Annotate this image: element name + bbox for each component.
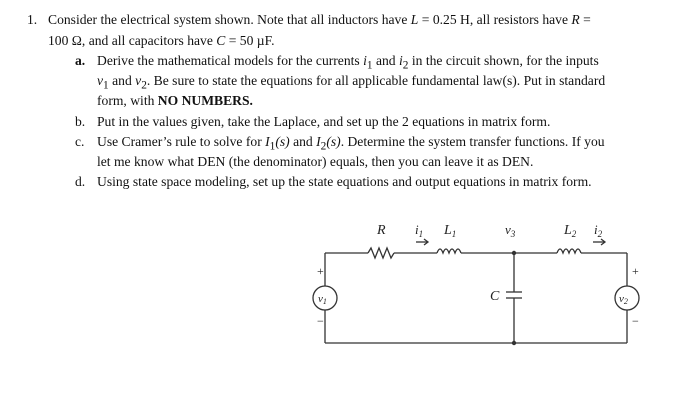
v1-plus-sign: + bbox=[317, 264, 324, 278]
v1-minus-sign: − bbox=[317, 314, 324, 328]
inductor-l1-symbol bbox=[437, 249, 461, 253]
part-c-label: c. bbox=[75, 134, 85, 149]
part-a-line2: $v_1$ and $v_2$. Be sure to state the equations for all applicable fundamental law(s). Put in standard bbox=[97, 73, 606, 92]
label-i2: $i_2$ bbox=[594, 222, 603, 239]
part-d-text: Using state space modeling, set up the state equations and output equations in matrix form. bbox=[97, 174, 592, 189]
label-v1: v1 bbox=[318, 293, 327, 306]
label-l1: $L_1$ bbox=[444, 223, 457, 239]
part-c-line1: Use Cramer’s rule to solve for $I_1(s)$ and $I_2(s)$. Determine the system transfer functions. If you bbox=[97, 134, 605, 153]
part-a-line1: Derive the mathematical models for the currents $i_1$ and $i_2$ in the circuit shown, for the inputs bbox=[97, 53, 599, 72]
label-r: R bbox=[377, 223, 386, 238]
label-l2: $L_2$ bbox=[564, 223, 577, 239]
junction-top bbox=[512, 251, 516, 255]
part-b-label: b. bbox=[75, 114, 86, 129]
inductor-l2-symbol bbox=[557, 249, 581, 253]
part-a-label: a. bbox=[75, 53, 86, 68]
part-c-line2: let me know what DEN (the denominator) equals, then you can leave it as DEN. bbox=[97, 154, 534, 169]
problem-number: 1. bbox=[27, 12, 38, 27]
part-a-line3: form, with NO NUMBERS. bbox=[97, 93, 253, 108]
part-d-label: d. bbox=[75, 174, 86, 189]
label-v2: v2 bbox=[619, 293, 628, 306]
label-i1: $i_1$ bbox=[415, 222, 424, 239]
v2-minus-sign: − bbox=[632, 314, 639, 328]
v2-plus-sign: + bbox=[632, 264, 639, 278]
problem-intro-line1: Consider the electrical system shown. Note that all inductors have L = 0.25 H, all resistors have R = bbox=[48, 12, 591, 27]
problem-intro-line2: 100 Ω, and all capacitors have C = 50 µF. bbox=[48, 33, 275, 48]
label-c: C bbox=[490, 289, 500, 304]
part-b-text: Put in the values given, take the Laplace, and set up the 2 equations in matrix form. bbox=[97, 114, 551, 129]
label-v3: $v_3$ bbox=[505, 222, 516, 239]
resistor-symbol bbox=[368, 248, 394, 258]
junction-bottom bbox=[512, 341, 516, 345]
